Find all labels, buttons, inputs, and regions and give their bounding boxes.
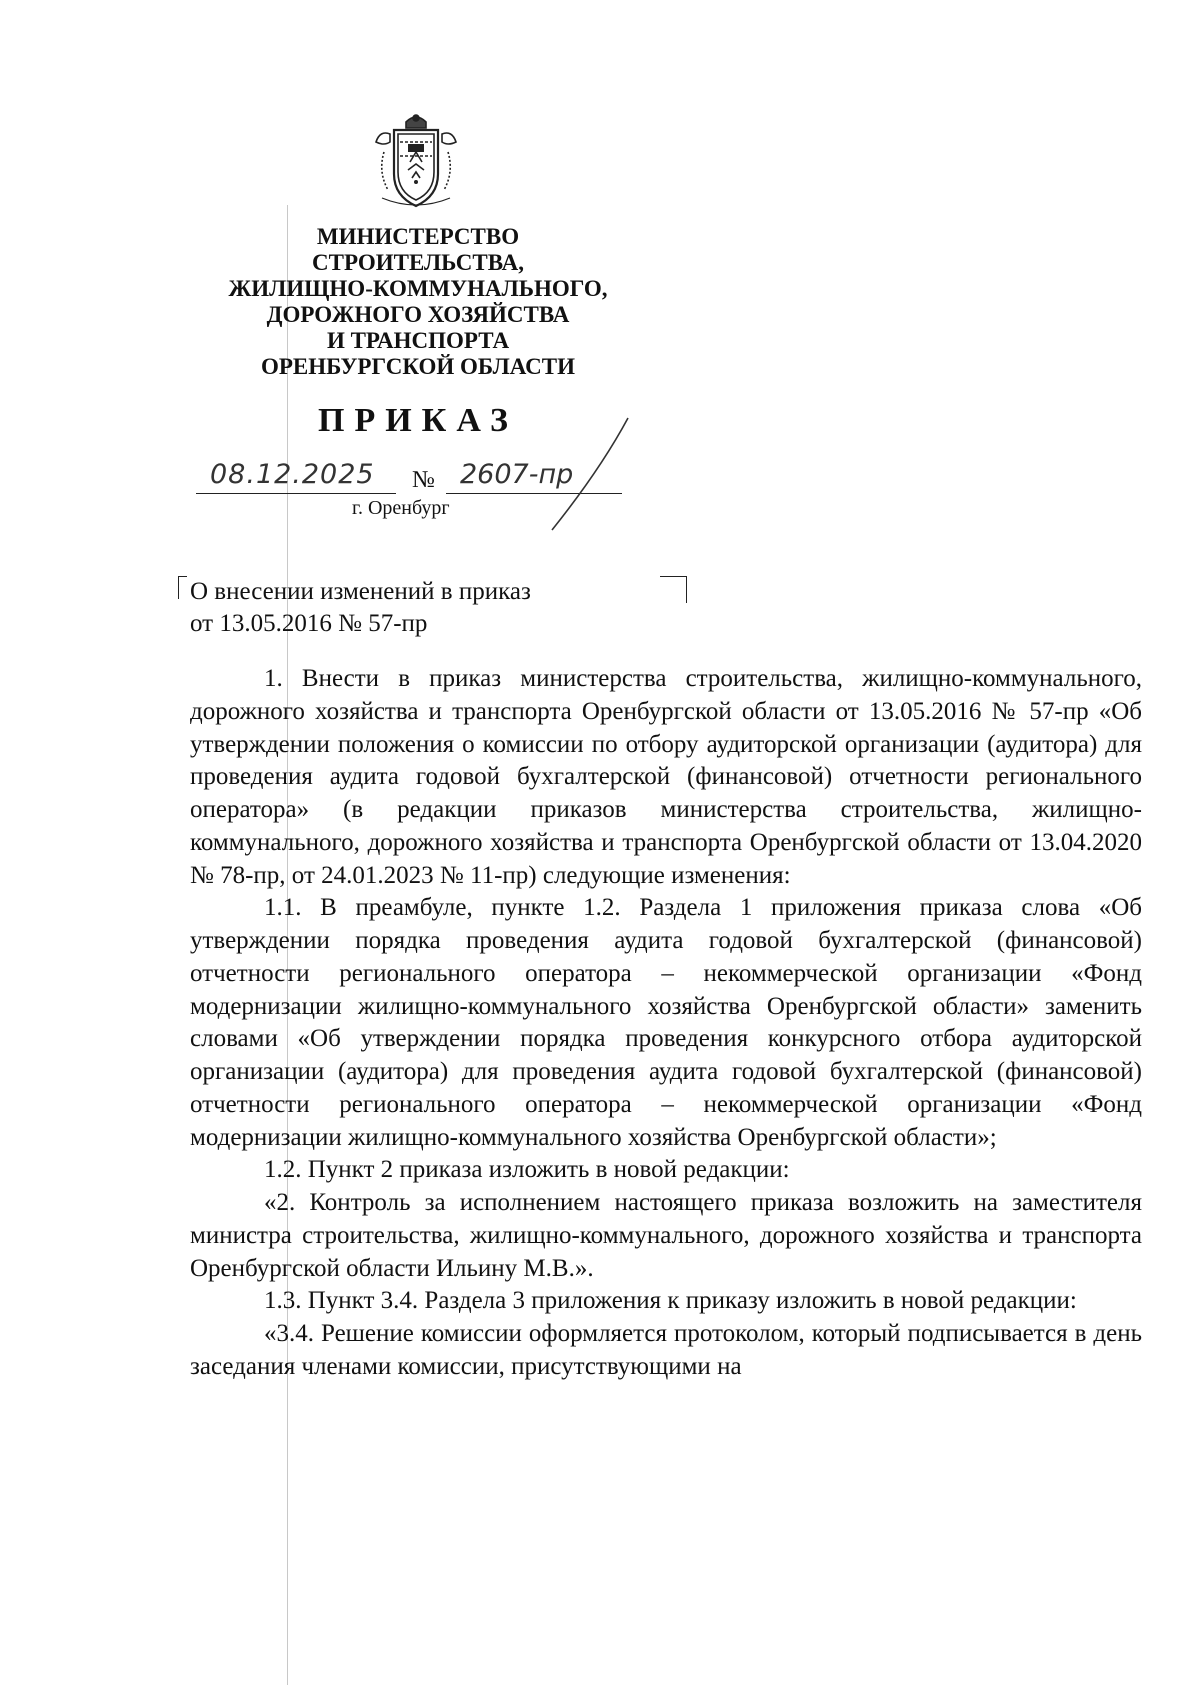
body-paragraph: «3.4. Решение комиссии оформляется протоколом, который подписывается в день заседания членами комиссии, присутствующими на xyxy=(190,1320,1142,1380)
ministry-name xyxy=(190,224,646,380)
document-subject xyxy=(190,576,531,640)
ministry-name-line: СТРОИТЕЛЬСТВА, xyxy=(312,250,524,275)
left-corner-bracket xyxy=(178,576,187,599)
document-body xyxy=(190,663,1142,1384)
coat-of-arms-emblem xyxy=(370,112,462,212)
handwritten-date: 08.12.2025 xyxy=(210,459,375,490)
number-underline xyxy=(446,493,622,494)
document-type-title: ПРИКАЗ xyxy=(318,402,518,439)
body-paragraph: 1.2. Пункт 2 приказа изложить в новой редакции: xyxy=(264,1156,790,1184)
ministry-name-line: ДОРОЖНОГО ХОЗЯЙСТВА xyxy=(266,302,570,327)
body-paragraph: 1.1. В преамбуле, пункте 1.2. Раздела 1 приложения приказа слова «Об утверждении порядка проведения аудита годовой бухгалтерской (финансовой) отчетности регионального оператора – некоммерческой организации «Фонд модернизации жилищно-коммунального хозяйства Оренбургской области» заменить словами «Об утверждении порядка проведения конкурсного отбора аудиторской организации (аудитора) для проведения аудита годовой бухгалтерской (финансовой) отчетности регионального оператора – некоммерческой организации «Фонд модернизации жилищно-коммунального хозяйства Оренбургской области»; xyxy=(190,894,1142,1151)
ministry-name-line: И ТРАНСПОРТА xyxy=(326,328,510,353)
date-underline xyxy=(196,493,396,494)
number-sign: № xyxy=(412,467,435,493)
ministry-name-line: ОРЕНБУРГСКОЙ ОБЛАСТИ xyxy=(260,354,576,379)
handwritten-number: 2607-пр xyxy=(460,459,574,490)
city-label: г. Оренбург xyxy=(352,497,450,519)
subject-line: О внесении изменений в приказ xyxy=(190,578,531,605)
subject-line: от 13.05.2016 № 57-пр xyxy=(190,610,428,637)
ministry-name-line: ЖИЛИЩНО-КОММУНАЛЬНОГО, xyxy=(228,276,608,301)
body-paragraph: 1. Внести в приказ министерства строительства, жилищно-коммунального, дорожного хозяйства и транспорта Оренбургской области от 13.05.2016 № 57-пр «Об утверждении положения о комиссии по отбору аудиторской организации (аудитора) для проведения аудита годовой бухгалтерской (финансовой) отчетности регионального оператора» (в редакции приказов министерства строительства, жилищно-коммунального, дорожного хозяйства и транспорта Оренбургской области от 13.04.2020 № 78-пр, от 24.01.2023 № 11-пр) следующие изменения: xyxy=(190,665,1142,889)
body-paragraph: 1.3. Пункт 3.4. Раздела 3 приложения к приказу изложить в новой редакции: xyxy=(264,1287,1077,1315)
right-corner-bracket xyxy=(660,576,687,603)
body-paragraph: «2. Контроль за исполнением настоящего приказа возложить на заместителя министра строительства, жилищно-коммунального, дорожного хозяйства и транспорта Оренбургской области Ильину М.В.». xyxy=(190,1189,1142,1282)
ministry-name-line: МИНИСТЕРСТВО xyxy=(316,224,520,249)
